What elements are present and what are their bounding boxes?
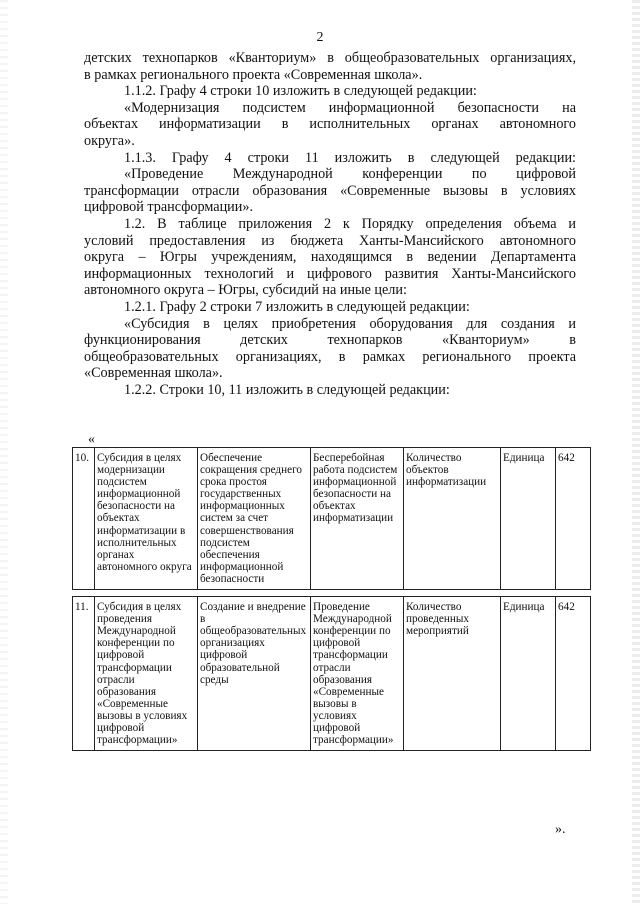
scan-edge-right xyxy=(632,0,640,904)
body-line: округа». xyxy=(84,132,135,149)
okei-code: 642 xyxy=(556,448,591,590)
body-line: общеобразовательных организациях, в рамках регионального проекта xyxy=(84,348,576,365)
table-row xyxy=(73,597,591,751)
subsidy-table xyxy=(72,447,591,751)
okei-code: 642 xyxy=(556,597,591,751)
body-line: объектах информатизации в исполнительных органах автономного xyxy=(84,116,576,133)
row-number: 10. xyxy=(73,448,95,590)
body-line: детских технопарков «Кванториум» в общеобразовательных организациях, xyxy=(84,50,576,66)
body-line: 1.1.3. Графу 4 строки 11 изложить в следующей редакции: xyxy=(124,149,576,166)
table-row xyxy=(73,448,591,590)
body-line: 1.2. В таблице приложения 2 к Порядку определения объема и xyxy=(124,215,576,232)
body-line: автономного округа – Югры, субсидий на иные цели: xyxy=(84,282,407,299)
subsidy-purpose: Создание и внедрение в общеобразовательных организациях цифровой образовательной среды xyxy=(198,597,311,751)
unit-of-measure: Единица xyxy=(501,448,556,590)
body-line: информационных технологий и цифрового развития Ханты-Мансийского xyxy=(84,265,576,282)
document-body xyxy=(84,50,576,398)
body-line: «Проведение Международной конференции по цифровой xyxy=(124,166,576,183)
subsidy-result: Проведение Международной конференции по цифровой трансформации отрасли образования «Современные вызовы в условиях цифровой трансформации» xyxy=(311,597,404,751)
unit-of-measure: Единица xyxy=(501,597,556,751)
body-line: функционирования детских технопарков «Кванториум» в xyxy=(84,332,576,349)
scan-edge-left xyxy=(0,0,8,904)
result-indicator: Количество проведенных мероприятий xyxy=(404,597,501,751)
body-line: трансформации отрасли образования «Современные вызовы в условиях xyxy=(84,182,576,199)
body-line: 1.1.2. Графу 4 строки 10 изложить в следующей редакции: xyxy=(124,83,477,100)
body-line: условий предоставления из бюджета Ханты-Мансийского автономного xyxy=(84,232,576,249)
body-line: цифровой трансформации». xyxy=(84,199,253,216)
page-number: 2 xyxy=(316,30,324,45)
subsidy-purpose: Обеспечение сокращения среднего срока простоя государственных информационных систем за счет совершенствования подсистем обеспечения информационной безопасности xyxy=(198,448,311,590)
body-line: «Современная школа». xyxy=(84,365,223,382)
body-line: в рамках регионального проекта «Современная школа». xyxy=(84,66,423,83)
row-separator xyxy=(73,590,591,597)
result-indicator: Количество объектов информатизации xyxy=(404,448,501,590)
body-line: «Субсидия в целях приобретения оборудования для создания и xyxy=(124,315,576,332)
subsidy-name: Субсидия в целях проведения Международной конференции по цифровой трансформации отрасли образования «Современные вызовы в условиях цифровой трансформации» xyxy=(95,597,198,751)
subsidy-result: Бесперебойная работа подсистем информационной безопасности на объектах информатизации xyxy=(311,448,404,590)
body-line: 1.2.1. Графу 2 строки 7 изложить в следующей редакции: xyxy=(124,298,470,315)
row-number: 11. xyxy=(73,597,95,751)
subsidy-name: Субсидия в целях модернизации подсистем информационной безопасности на объектах информатизации в исполнительных органах автономного округа xyxy=(95,448,198,590)
table-close-quote: ». xyxy=(555,822,566,837)
body-line: «Модернизация подсистем информационной безопасности на xyxy=(124,99,576,116)
body-line: округа – Югры учреждениям, находящимся в ведении Департамента xyxy=(84,249,576,266)
body-line: 1.2.2. Строки 10, 11 изложить в следующей редакции: xyxy=(124,381,450,398)
table-open-quote: « xyxy=(88,432,95,447)
